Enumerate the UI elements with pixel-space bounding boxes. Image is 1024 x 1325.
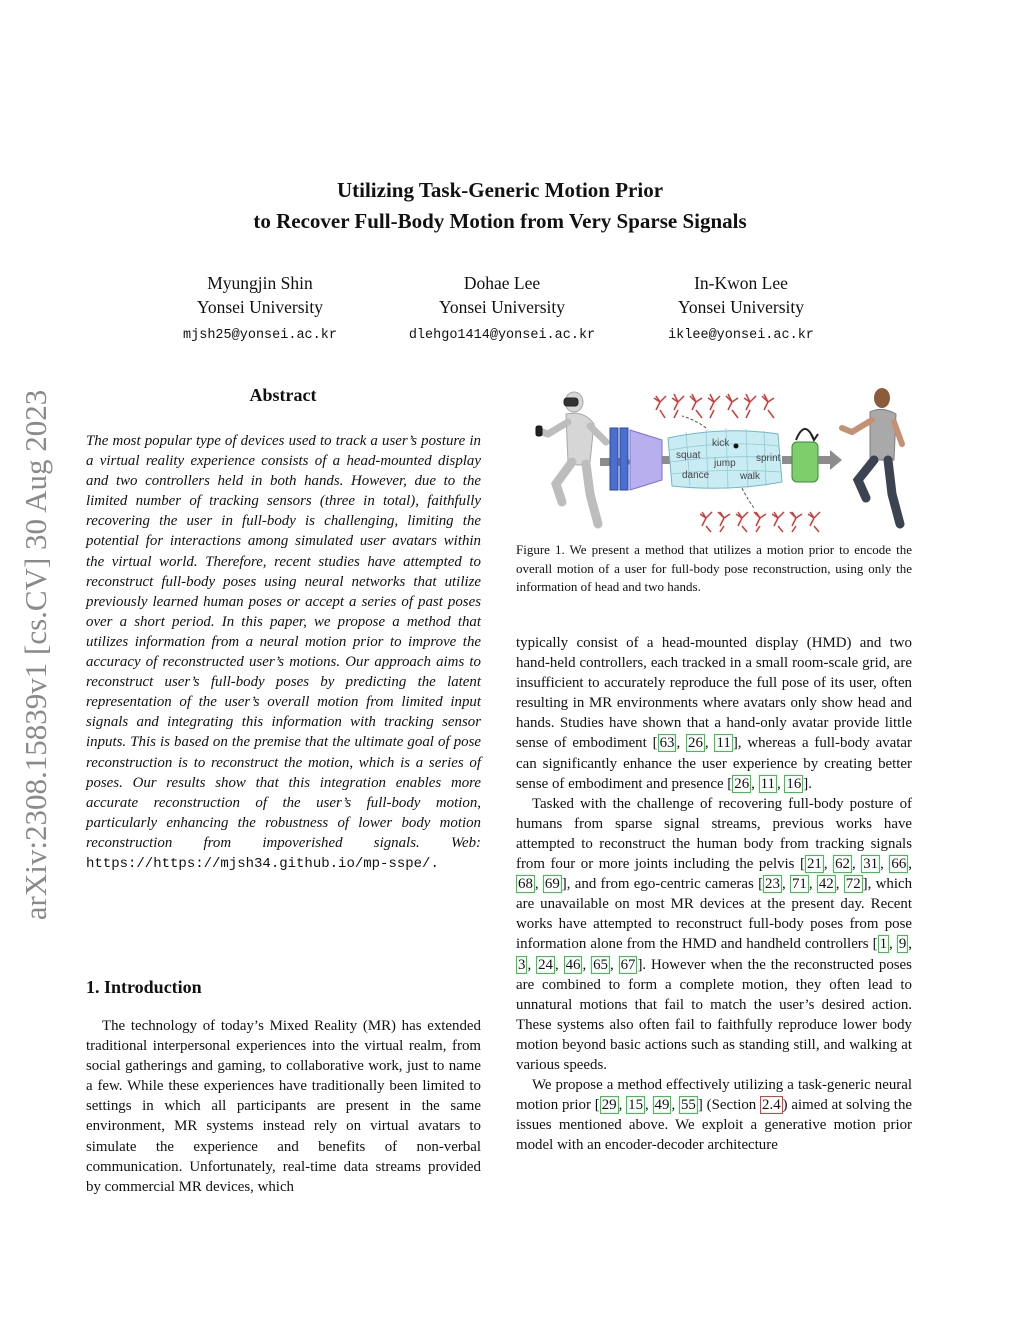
citation-link[interactable]: 9 xyxy=(898,936,907,953)
author-3: In-Kwon Lee Yonsei University iklee@yonsei.ac.kr xyxy=(611,271,871,348)
citation-link[interactable]: 49 xyxy=(654,1097,670,1114)
section-link[interactable]: 2.4 xyxy=(762,1097,781,1114)
dashed-arrow-bottom xyxy=(742,488,754,508)
input-avatar-figure xyxy=(536,392,606,524)
citation-link[interactable]: 62 xyxy=(835,856,850,873)
title-line-1: Utilizing Task-Generic Motion Prior xyxy=(336,178,664,202)
arxiv-stamp: arXiv:2308.15839v1 [cs.CV] 30 Aug 2023 xyxy=(18,389,53,921)
encoder-block xyxy=(610,428,662,490)
latent-label-sprint: sprint xyxy=(756,453,781,464)
author-1: Myungjin Shin Yonsei University mjsh25@yonsei.ac.kr xyxy=(130,271,390,348)
citation-link[interactable]: 66 xyxy=(891,856,907,873)
paragraph: Tasked with the challenge of recovering full-body posture of humans from sparse signal streams, previous works have attempted to reconstruct the human body from tracking signals from four or more joints including the pelvis [ 21 , 62 , 31 , 66 , 68 , 69 ], and from ego-centric cameras [ 23 , 71 , 42 , 72 ], which are unavailable on most MR devices at the present day. Recent works have attempted to reconstruct full-body poses from pose information alone from the HMD and handheld controllers [ 1 , 9 , 3 , 24 , 46 , 65 , 67 ]. However when the the reconstructed poses are combined to form a complete motion, they often lead to unnatural motions that fail to match the user’s desired action. These systems also often fail to faithfully reproduce lower body motion beyond basic actions such as standing still, and walking at various speeds. xyxy=(516,795,913,1073)
citation-link[interactable]: 11 xyxy=(760,775,775,792)
paper-title xyxy=(100,175,900,237)
author-2: Dohae Lee Yonsei University dlehgo1414@yonsei.ac.kr xyxy=(372,271,632,348)
motion-sequence-bottom xyxy=(700,512,820,532)
citation-link[interactable]: 55 xyxy=(680,1097,696,1114)
citation-link[interactable]: 15 xyxy=(628,1097,644,1114)
abstract-heading: Abstract xyxy=(249,385,317,405)
citation-link[interactable]: 71 xyxy=(791,876,807,893)
abstract-body: The most popular type of devices used to track a user’s posture in a virtual reality experience consists of a head-mounted display and two controllers held in both hands. However, due to the limited number of tracking sensors (three in total), faithfully recovering the user in full-body is challenging, limiting the potential for interactions among simulated user avatars within the virtual world. Therefore, recent studies have attempted to reconstruct full-body poses using neural networks that utilize previously learned human poses or accept a series of past poses over a short period. In this paper, we propose a method that utilizes information from a neural motion prior to improve the accuracy of reconstructed user’s motions. Our approach aims to reconstruct user’s full-body poses by predicting the latent representation of the user’s overall motion from limited input signals and integrating this information with tracking sensor inputs. This is based on the premise that the ultimate goal of pose reconstruction is to reconstruct the motion, which is a series of poses. Our results show that this integration enables more accurate reconstruction of the user’s full-body motion, particularly enhancing the robustness of lower body motion reconstruction from impoverished signals. Web: https://https://mjsh34.github.io/mp-sspe/. xyxy=(86,433,481,872)
author-email[interactable]: iklee@yonsei.ac.kr xyxy=(668,328,814,343)
figure-1-illustration xyxy=(516,382,912,534)
citation-link[interactable]: 26 xyxy=(734,775,750,792)
citation-link[interactable]: 31 xyxy=(863,856,879,873)
latent-space-grid xyxy=(668,428,782,489)
citation-link[interactable]: 69 xyxy=(544,876,560,893)
citation-link[interactable]: 16 xyxy=(786,775,802,792)
latent-label-jump: jump xyxy=(714,458,736,469)
intro-paragraph: The technology of today’s Mixed Reality (MR) has extended traditional interpersonal experiences into the virtual realm, from social gatherings and gaming, to collaborative work, just to name a few. While these experiences have traditionally been limited to settings in which all participants are present in the same environment, MR systems instead rely on virtual avatars to simulate the experience and benefits of non-verbal communication. Unfortunately, real-time data streams provided by commercial MR devices, which xyxy=(86,1018,481,1195)
latent-label-dance: dance xyxy=(682,470,710,481)
arrow-icon xyxy=(818,450,842,470)
dashed-arrow-top xyxy=(682,416,706,428)
citation-link[interactable]: 29 xyxy=(601,1097,617,1114)
citation-link[interactable]: 26 xyxy=(688,735,703,752)
citation-link[interactable]: 67 xyxy=(620,956,636,973)
citation-link[interactable]: 72 xyxy=(845,876,861,893)
latent-label-kick: kick xyxy=(712,438,730,449)
citation-link[interactable]: 68 xyxy=(518,876,533,893)
paragraph: typically consist of a head-mounted display (HMD) and two hand-held controllers, each tracked in a small room-scale grid, are insufficient to accurately reproduce the full pose of its user, often resulting in MR environments where avatars only show head and hands. Studies have shown that a hand-only avatar provide little sense of embodiment [ 63 , 26 , 11 ], whereas a full-body avatar can significantly enhance the user experience by creating better sense of embodiment and presence [ 26 , 11 , 16 ]. xyxy=(516,635,912,792)
title-line-2: to Recover Full-Body Motion from Very Sparse Signals xyxy=(253,209,747,233)
figure-1-caption: Figure 1. We present a method that utilizes a motion prior to encode the overall motion of a user for full-body pose reconstruction, using only the information of head and two hands. xyxy=(516,542,912,594)
right-column-text xyxy=(516,633,912,1155)
motion-sequence-top xyxy=(654,394,774,418)
citation-link[interactable]: 23 xyxy=(765,876,780,893)
citation-link[interactable]: 65 xyxy=(593,956,608,973)
citation-link[interactable]: 46 xyxy=(565,956,581,973)
figure-1 xyxy=(516,382,912,534)
author-email[interactable]: dlehgo1414@yonsei.ac.kr xyxy=(408,328,596,343)
citation-link[interactable]: 3 xyxy=(518,956,526,973)
citation-link[interactable]: 42 xyxy=(818,876,834,893)
output-avatar-figure xyxy=(842,388,902,524)
project-url-link[interactable]: https://https://mjsh34.github.io/mp-sspe/. xyxy=(86,855,439,872)
citation-link[interactable]: 21 xyxy=(806,856,822,873)
citation-link[interactable]: 11 xyxy=(716,735,731,752)
citation-link[interactable]: 1 xyxy=(879,936,888,953)
recurrent-decoder-block xyxy=(792,429,818,482)
section-heading-introduction: 1. Introduction xyxy=(86,977,202,997)
latent-label-walk: walk xyxy=(740,471,761,482)
author-email[interactable]: mjsh25@yonsei.ac.kr xyxy=(183,328,337,343)
paragraph: We propose a method effectively utilizing a task-generic neural motion prior [ 29 , 15 , 49 , 55 ] (Section 2.4 ) aimed at solving the issues mentioned above. We exploit a generative motion prior model with an encoder-decoder architecture xyxy=(516,1077,912,1154)
latent-label-squat: squat xyxy=(676,450,701,461)
citation-link[interactable]: 63 xyxy=(659,735,675,752)
citation-link[interactable]: 24 xyxy=(538,956,553,973)
